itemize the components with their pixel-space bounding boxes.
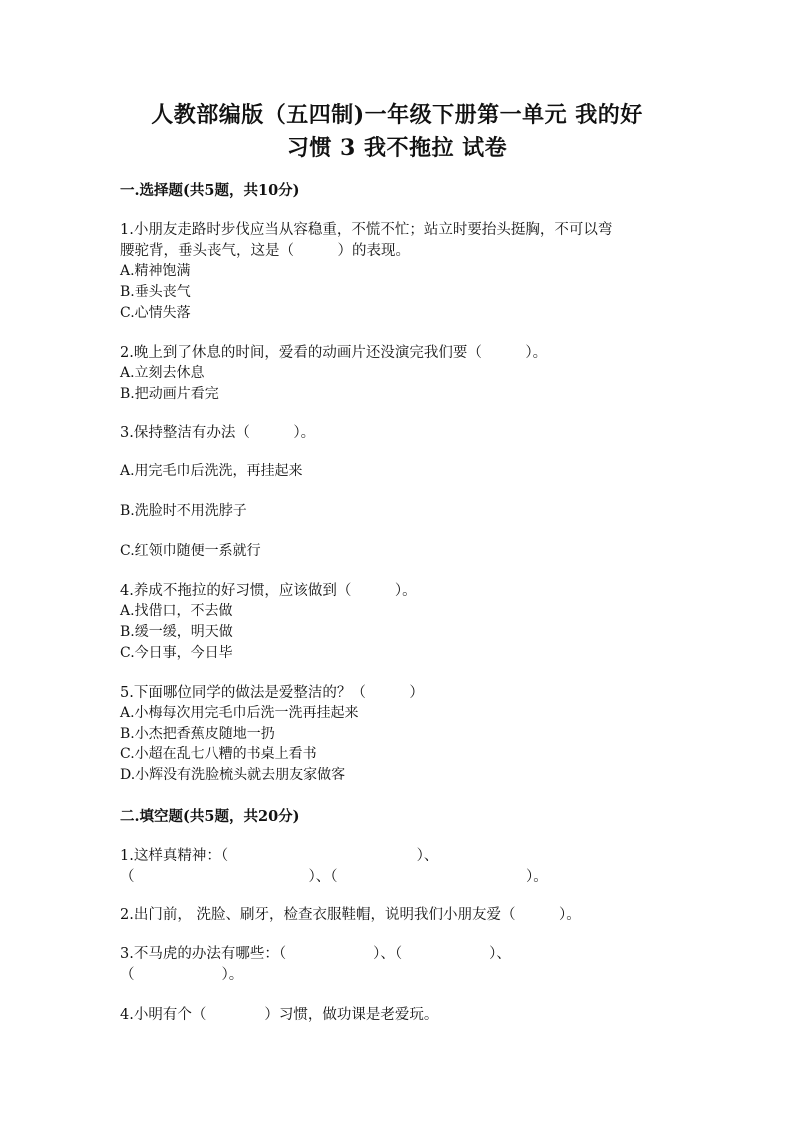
section-heading-fill-blank: 二.填空题(共5题，共20分) bbox=[120, 808, 300, 825]
fill-question-1-line-2: （ ）、（ ）。 bbox=[120, 869, 548, 885]
question-3-stem: 3.保持整洁有办法（ ）。 bbox=[120, 425, 316, 441]
question-3-option-a: A.用完毛巾后洗洗，再挂起来 bbox=[120, 463, 303, 479]
question-3-option-c: C.红领巾随便一系就行 bbox=[120, 543, 261, 559]
question-3-option-b: B.洗脸时不用洗脖子 bbox=[120, 503, 247, 519]
question-5-option-a: A.小梅每次用完毛巾后洗一洗再挂起来 bbox=[120, 705, 359, 721]
question-2-option-a: A.立刻去休息 bbox=[120, 365, 205, 381]
question-5-option-c: C.小超在乱七八糟的书桌上看书 bbox=[120, 746, 317, 762]
question-4-option-c: C.今日事，今日毕 bbox=[120, 645, 233, 661]
question-4-stem: 4.养成不拖拉的好习惯，应该做到（ ）。 bbox=[120, 583, 417, 599]
question-4-option-a: A.找借口，不去做 bbox=[120, 603, 233, 619]
question-5-option-d: D.小辉没有洗脸梳头就去朋友家做客 bbox=[120, 767, 346, 783]
question-4-option-b: B.缓一缓，明天做 bbox=[120, 624, 233, 640]
question-1-stem-line-1: 1.小朋友走路时步伐应当从容稳重，不慌不忙；站立时要抬头挺胸，不可以弯 bbox=[120, 222, 613, 238]
fill-question-3-line-2: （ ）。 bbox=[120, 967, 244, 983]
section-heading-choice: 一.选择题(共5题，共10分) bbox=[120, 182, 300, 199]
question-2-option-b: B.把动画片看完 bbox=[120, 386, 219, 402]
question-1-option-c: C.心情失落 bbox=[120, 305, 191, 321]
fill-question-2: 2.出门前， 洗脸、刷牙，检查衣服鞋帽，说明我们小朋友爱（ ）。 bbox=[120, 907, 581, 923]
exam-title-line-1: 人教部编版（五四制)一年级下册第一单元 我的好 bbox=[151, 102, 643, 128]
fill-question-4: 4.小明有个（ ）习惯，做功课是老爱玩。 bbox=[120, 1007, 439, 1023]
question-5-stem: 5.下面哪位同学的做法是爱整洁的？（ ） bbox=[120, 685, 424, 701]
fill-question-3-line-1: 3.不马虎的办法有哪些：（ ）、（ ）、 bbox=[120, 946, 511, 962]
question-5-option-b: B.小杰把香蕉皮随地一扔 bbox=[120, 726, 275, 742]
question-1-stem-line-2: 腰驼背，垂头丧气，这是（ ）的表现。 bbox=[120, 243, 410, 259]
question-2-stem: 2.晚上到了休息的时间，爱看的动画片还没演完我们要（ ）。 bbox=[120, 345, 548, 361]
fill-question-1-line-1: 1.这样真精神：（ ）、 bbox=[120, 848, 439, 864]
exam-title-line-2: 习惯 3 我不拖拉 试卷 bbox=[286, 135, 508, 161]
question-1-option-b: B.垂头丧气 bbox=[120, 284, 191, 300]
question-1-option-a: A.精神饱满 bbox=[120, 263, 191, 279]
